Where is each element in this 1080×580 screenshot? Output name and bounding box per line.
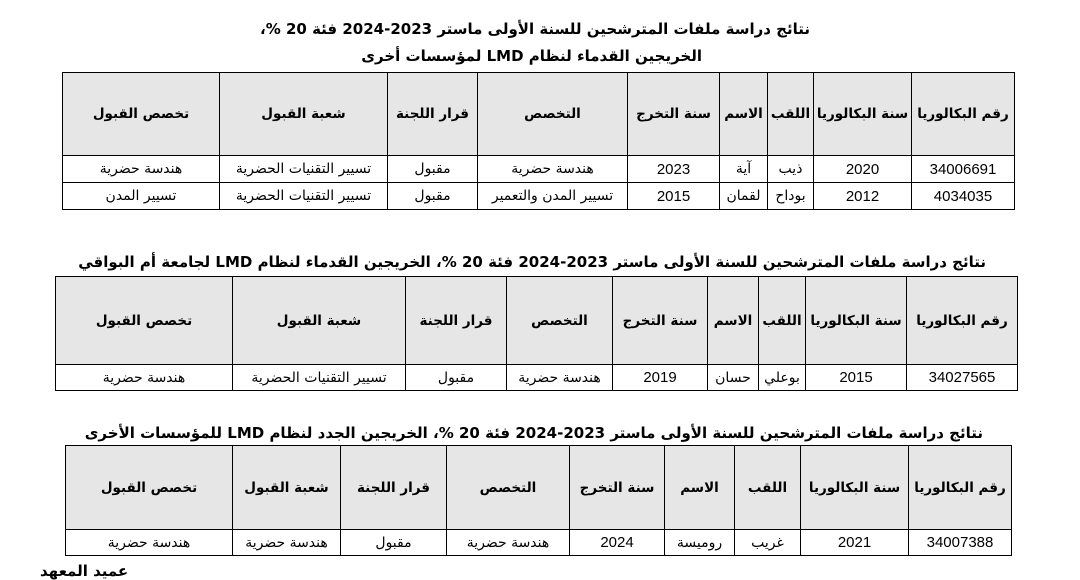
table-header-row bbox=[66, 446, 1012, 530]
cell: بوعلي bbox=[759, 365, 806, 391]
col-header: سنة التخرج bbox=[613, 277, 708, 365]
cell: تسيير المدن bbox=[63, 183, 220, 210]
section1-title-line1: نتائج دراسة ملفات المترشحين للسنة الأولى ماستر 2023-2024 فئة 20 %، bbox=[260, 20, 810, 38]
col-header: الاسم bbox=[720, 73, 768, 156]
cell: تسيير التقنيات الحضرية bbox=[233, 365, 406, 391]
cell: مقبول bbox=[341, 530, 447, 556]
col-header: تخصص القبول bbox=[66, 446, 233, 530]
section1-table bbox=[62, 72, 1015, 210]
table-header-row bbox=[56, 277, 1018, 365]
cell: هندسة حضرية bbox=[447, 530, 570, 556]
section2-table bbox=[55, 276, 1018, 391]
col-header: التخصص bbox=[478, 73, 628, 156]
cell: هندسة حضرية bbox=[56, 365, 233, 391]
col-header: الاسم bbox=[665, 446, 735, 530]
cell: 2021 bbox=[801, 530, 909, 556]
cell: مقبول bbox=[406, 365, 507, 391]
section1-title-line2: الخريجين القدماء لنظام LMD لمؤسسات أخرى bbox=[361, 47, 702, 65]
table-header-row bbox=[63, 73, 1015, 156]
cell: غريب bbox=[735, 530, 801, 556]
col-header: قرار اللجنة bbox=[341, 446, 447, 530]
col-header: الاسم bbox=[708, 277, 759, 365]
col-header: سنة التخرج bbox=[628, 73, 720, 156]
signature-heading: عميد المعهد bbox=[40, 562, 129, 580]
cell: هندسة حضرية bbox=[63, 156, 220, 183]
col-header: سنة البكالوريا bbox=[806, 277, 907, 365]
col-header: سنة التخرج bbox=[570, 446, 665, 530]
cell: هندسة حضرية bbox=[507, 365, 613, 391]
cell: روميسة bbox=[665, 530, 735, 556]
cell: 2019 bbox=[613, 365, 708, 391]
cell: حسان bbox=[708, 365, 759, 391]
col-header: التخصص bbox=[447, 446, 570, 530]
col-header: قرار اللجنة bbox=[388, 73, 478, 156]
section2-title: نتائج دراسة ملفات المترشحين للسنة الأولى ماستر 2023-2024 فئة 20 %، الخريجين القدماء لنظام LMD لجامعة أم البواقي bbox=[78, 253, 986, 271]
cell: تسيير المدن والتعمير bbox=[478, 183, 628, 210]
cell: تسيير التقنيات الحضرية bbox=[220, 156, 388, 183]
table-row bbox=[66, 530, 1012, 556]
table-row bbox=[63, 183, 1015, 210]
cell: 34027565 bbox=[907, 365, 1018, 391]
col-header: شعبة القبول bbox=[233, 277, 406, 365]
col-header: اللقب bbox=[759, 277, 806, 365]
col-header: التخصص bbox=[507, 277, 613, 365]
cell: بوداح bbox=[768, 183, 814, 210]
col-header: سنة البكالوريا bbox=[801, 446, 909, 530]
cell: 34006691 bbox=[912, 156, 1015, 183]
cell: 2015 bbox=[806, 365, 907, 391]
cell: 2024 bbox=[570, 530, 665, 556]
col-header: شعبة القبول bbox=[220, 73, 388, 156]
cell: لقمان bbox=[720, 183, 768, 210]
cell: هندسة حضرية bbox=[478, 156, 628, 183]
cell: 2012 bbox=[814, 183, 912, 210]
col-header: شعبة القبول bbox=[233, 446, 341, 530]
table-row bbox=[63, 156, 1015, 183]
col-header: تخصص القبول bbox=[63, 73, 220, 156]
section3-table bbox=[65, 445, 1012, 556]
col-header: اللقب bbox=[735, 446, 801, 530]
cell: مقبول bbox=[388, 183, 478, 210]
col-header: اللقب bbox=[768, 73, 814, 156]
cell: مقبول bbox=[388, 156, 478, 183]
cell: هندسة حضرية bbox=[66, 530, 233, 556]
table-row bbox=[56, 365, 1018, 391]
cell: 34007388 bbox=[909, 530, 1012, 556]
section3-title: نتائج دراسة ملفات المترشحين للسنة الأولى ماستر 2023-2024 فئة 20 %، الخريجين الجدد لنظام LMD للمؤسسات الأخرى bbox=[84, 424, 983, 442]
col-header: تخصص القبول bbox=[56, 277, 233, 365]
col-header: رقم البكالوريا bbox=[909, 446, 1012, 530]
col-header: قرار اللجنة bbox=[406, 277, 507, 365]
cell: 4034035 bbox=[912, 183, 1015, 210]
cell: آية bbox=[720, 156, 768, 183]
cell: ذيب bbox=[768, 156, 814, 183]
cell: 2023 bbox=[628, 156, 720, 183]
col-header: سنة البكالوريا bbox=[814, 73, 912, 156]
col-header: رقم البكالوريا bbox=[907, 277, 1018, 365]
col-header: رقم البكالوريا bbox=[912, 73, 1015, 156]
cell: 2015 bbox=[628, 183, 720, 210]
cell: تسيير التقنيات الحضرية bbox=[220, 183, 388, 210]
cell: هندسة حضرية bbox=[233, 530, 341, 556]
cell: 2020 bbox=[814, 156, 912, 183]
